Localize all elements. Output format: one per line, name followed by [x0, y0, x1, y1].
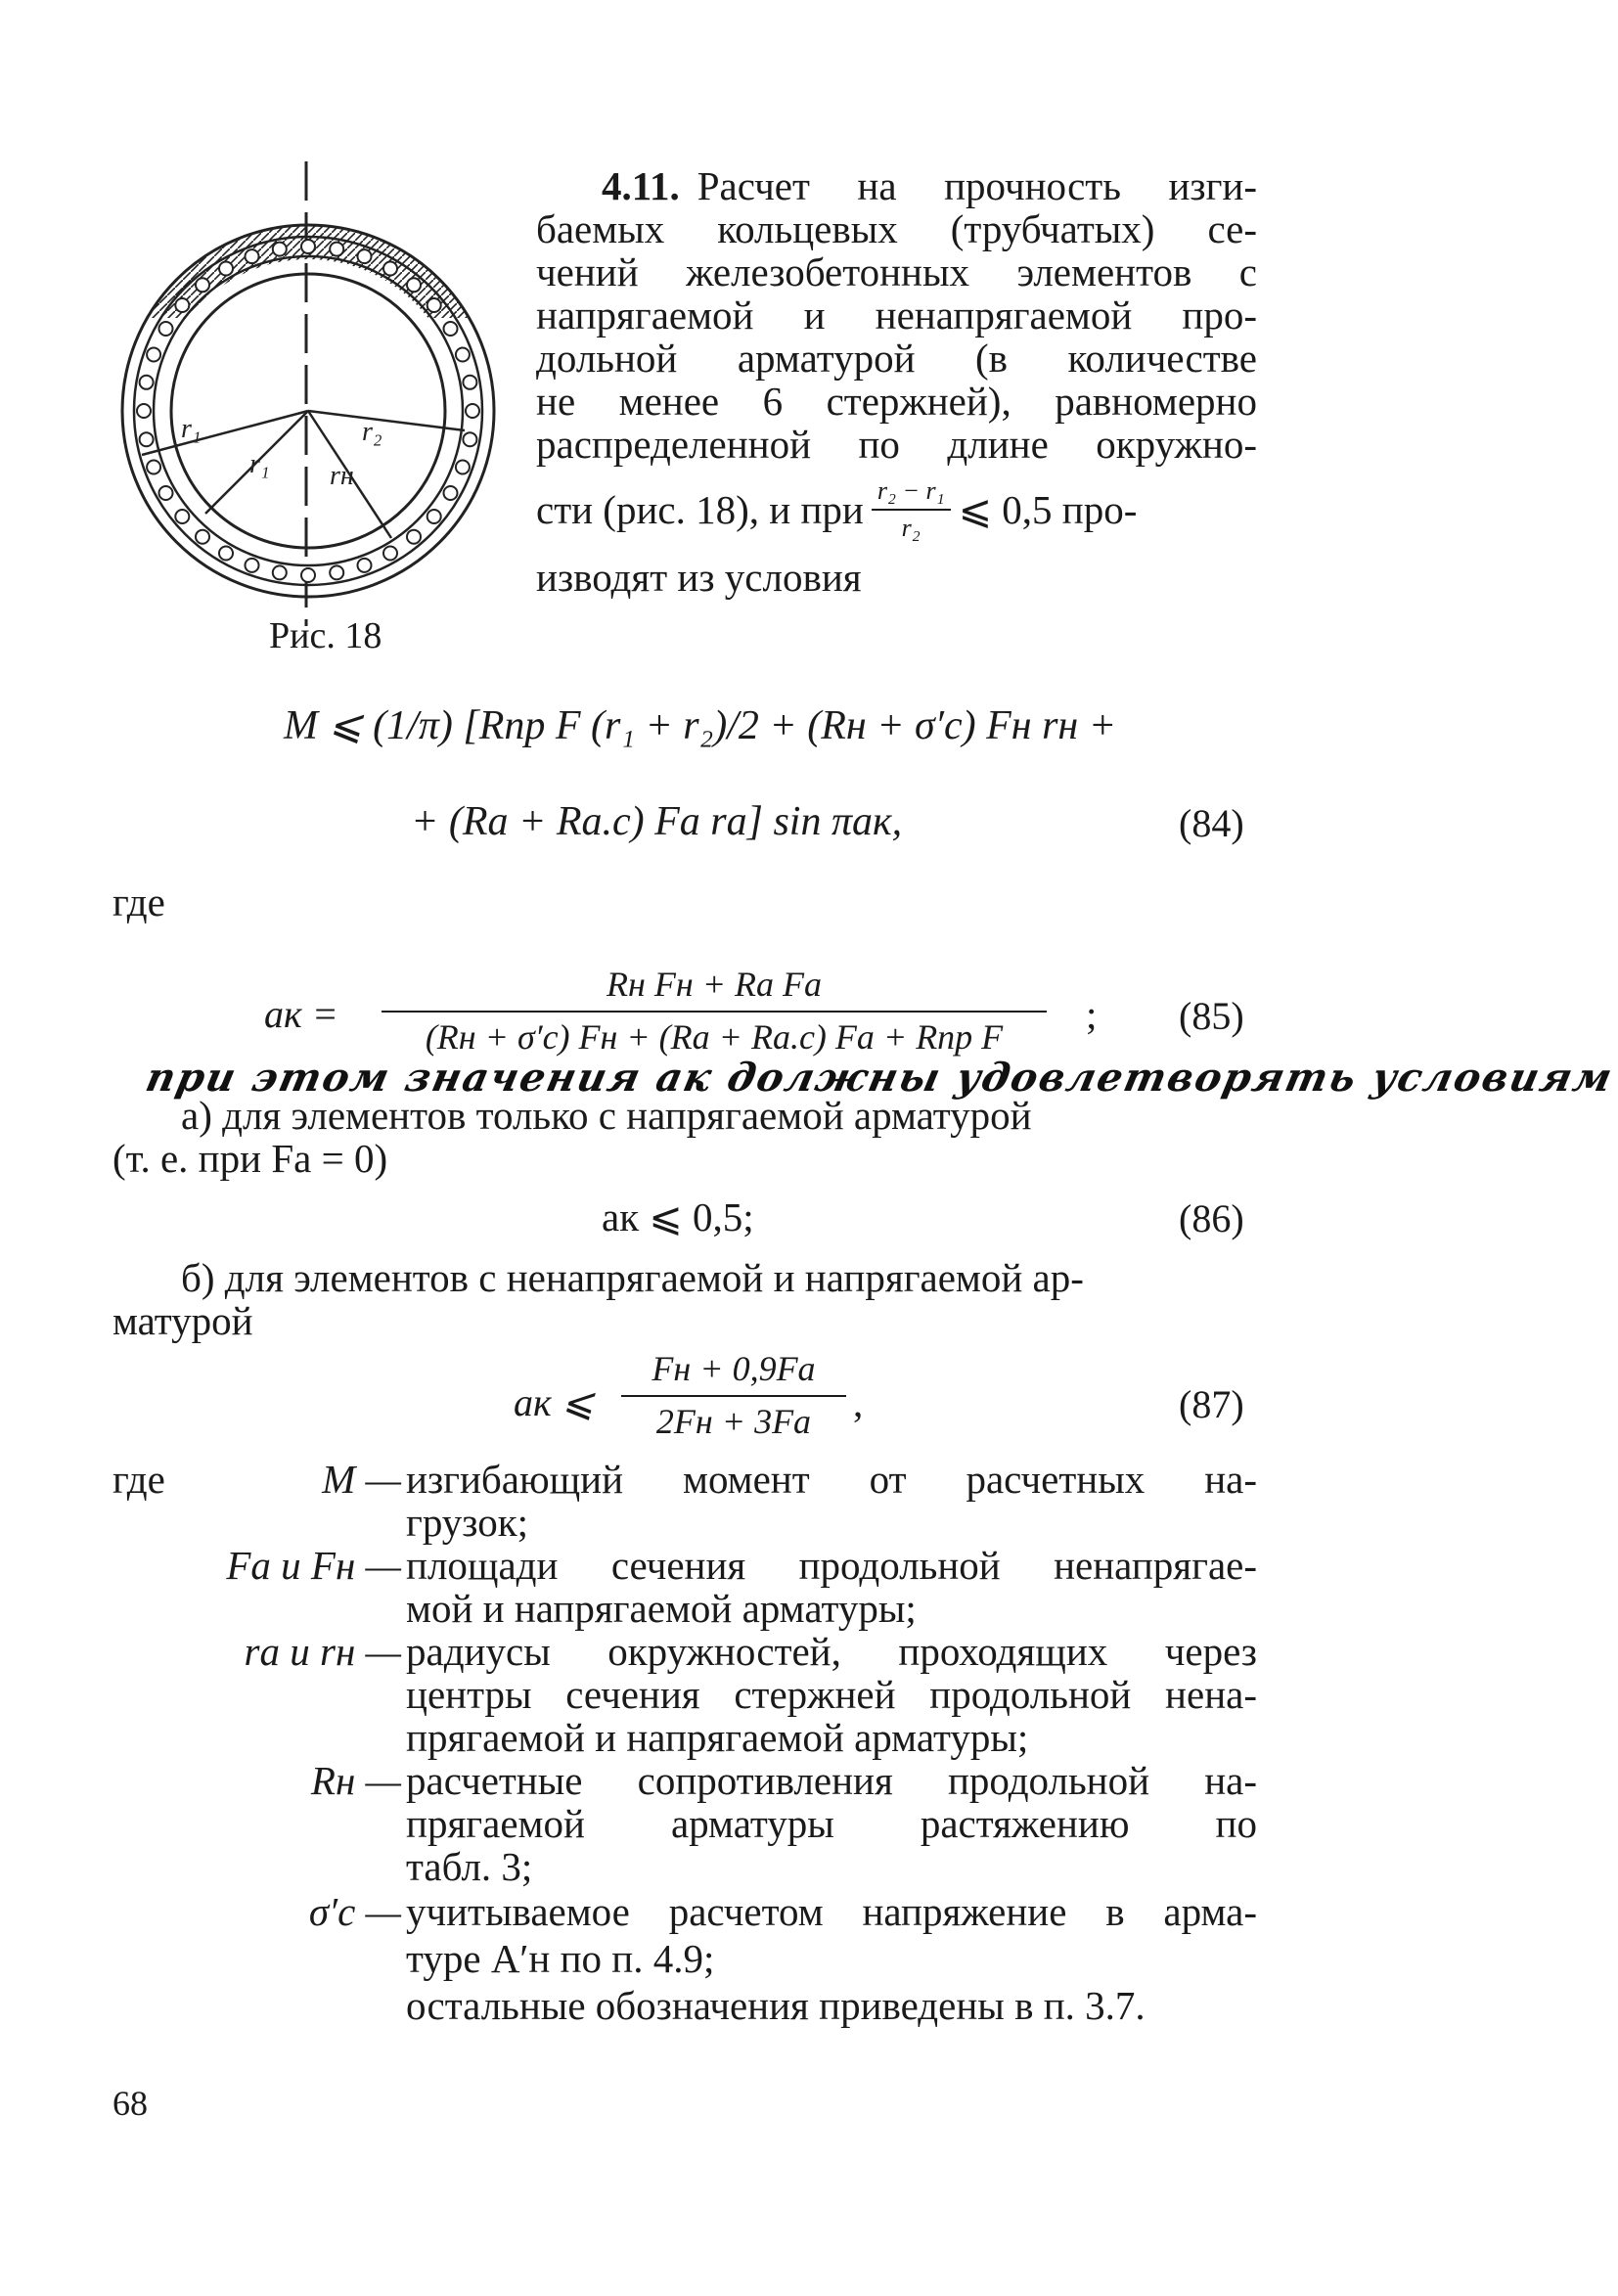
label-rn: rн	[330, 461, 354, 491]
legend-desc-Rn-3: табл. 3;	[406, 1844, 533, 1889]
rebar-circle	[219, 262, 233, 276]
case-b-line-1: б) для элементов с ненапрягаемой и напрягаемой ар-	[181, 1255, 1084, 1300]
section-number: 4.11.	[602, 163, 680, 208]
section-line-1: 4.11. Расчет на прочность изги-	[602, 163, 1257, 208]
rebar-circle	[466, 404, 479, 418]
legend-desc-Fa-1: площади сечения продольной ненапрягае-	[406, 1543, 1257, 1588]
rebar-circle	[147, 348, 160, 362]
legend-desc-sigma-2: туре A′н по п. 4.9;	[406, 1936, 715, 1981]
legend-symbol-sigma: σ′c —	[308, 1889, 401, 1934]
legend-desc-sigma-1: учитываемое расчетом напряжение в арма-	[406, 1889, 1257, 1934]
legend-symbol-Rn: Rн —	[310, 1758, 401, 1803]
rebar-circle	[463, 376, 476, 389]
rebar-circle	[383, 262, 397, 276]
eq87-fraction: Fн + 0,9Fa 2Fн + 3Fa	[621, 1348, 846, 1442]
rebar-circle	[147, 461, 160, 474]
eq84-line-1: M ⩽ (1/π) [Rпр F (r₁ + r₂)/2 + (Rн + σ′c) Fн rн +	[284, 703, 1117, 748]
legend-symbol-M: M —	[322, 1457, 401, 1502]
rebar-circle	[301, 240, 315, 253]
eq85-semicolon: ;	[1086, 992, 1098, 1037]
rebar-circle	[330, 565, 343, 579]
ratio-fraction: $\frac{\text{r₂ − r₁}}{\text{r₂}}$	[872, 477, 951, 542]
figure-18-ring-section	[112, 161, 504, 641]
rebar-circle	[137, 404, 151, 418]
eq87-comma: ,	[853, 1380, 864, 1425]
eq85-number: (85)	[1179, 994, 1244, 1038]
rebar-circle	[427, 510, 441, 523]
eq84-line-2: + (Ra + Ra.c) Fa ra] sin πaк,	[411, 799, 903, 844]
rebar-circle	[159, 486, 173, 500]
rebar-circle	[407, 278, 421, 292]
rebar-circle	[140, 376, 154, 389]
rebar-circle	[383, 547, 397, 561]
eq87-number: (87)	[1179, 1382, 1244, 1426]
eq85-fraction: Rн Fн + Ra Fa (Rн + σ′c) Fн + (Ra + Ra.c) Fa + Rпр F	[382, 964, 1047, 1058]
section-line-8: сти (рис. 18), и при $\frac{\text{r₂ − r₁}}{\text{r₂}}$ ⩽ 0,5 про-	[536, 476, 1138, 542]
rebar-circle	[246, 559, 259, 572]
rebar-circle	[196, 530, 209, 544]
rebar-circle	[456, 348, 470, 362]
closing-note: остальные обозначения приведены в п. 3.7.	[406, 1983, 1146, 2028]
rebar-circle	[358, 559, 372, 572]
rebar-circle	[159, 322, 173, 336]
page-number: 68	[112, 2084, 148, 2123]
legend-desc-Rn-1: расчетные сопротивления продольной на-	[406, 1758, 1257, 1803]
rebar-circle	[175, 298, 189, 312]
handwritten-note: при этом значения aк должны удовлетворять условиям	[142, 1055, 1618, 1101]
eq87-lhs: aк ⩽	[514, 1380, 595, 1424]
rebar-circle	[358, 249, 372, 263]
rebar-circle	[273, 565, 287, 579]
rebar-circle	[175, 510, 189, 523]
case-a-line-2: (т. е. при Fa = 0)	[112, 1136, 388, 1181]
label-r2: r₂	[362, 417, 382, 447]
legend-desc-Rn-2: прягаемой арматуры растяжению по	[406, 1801, 1257, 1846]
section-line-5: дольной арматурой (в количестве	[536, 336, 1257, 381]
section-line-6: не менее 6 стержней), равномерно	[536, 379, 1257, 424]
legend-symbol-ra-rn: ra и rн —	[244, 1629, 401, 1674]
rebar-circle	[407, 530, 421, 544]
rebar-circle	[456, 461, 470, 474]
case-a-line-1: а) для элементов только с напрягаемой арматурой	[181, 1093, 1032, 1138]
legend-desc-ra-2: центры сечения стержней продольной нена-	[406, 1672, 1257, 1717]
eq84-number: (84)	[1179, 801, 1244, 845]
section-line-4: напрягаемой и ненапрягаемой про-	[536, 293, 1257, 338]
eq86-number: (86)	[1179, 1196, 1244, 1240]
rebar-circle	[273, 243, 287, 256]
rebar-circle	[463, 432, 476, 446]
case-b-line-2: матурой	[112, 1298, 253, 1343]
rebar-circle	[444, 486, 458, 500]
legend-desc-Fa-2: мой и напрягаемой арматуры;	[406, 1586, 917, 1631]
rebar-circle	[427, 298, 441, 312]
rebar-circle	[219, 547, 233, 561]
rebar-circle	[301, 568, 315, 582]
legend-symbol-Fa-Fn: Fa и Fн —	[226, 1543, 401, 1588]
section-line-2: баемых кольцевых (трубчатых) се-	[536, 206, 1257, 251]
legend-desc-M-1: изгибающий момент от расчетных на-	[406, 1457, 1257, 1502]
where-label-2: где	[112, 1457, 165, 1502]
rebar-circle	[330, 243, 343, 256]
eq85-lhs: aк =	[264, 992, 338, 1036]
section-line-3: чений железобетонных элементов с	[536, 249, 1257, 294]
rebar-circle	[246, 249, 259, 263]
section-line-7: распределенной по длине окружно-	[536, 422, 1257, 467]
label-r1b: r₁	[249, 449, 270, 479]
rebar-circle	[140, 432, 154, 446]
section-line-9: изводят из условия	[536, 555, 862, 600]
label-r1: r₁	[181, 414, 202, 444]
legend-desc-ra-1: радиусы окружностей, проходящих через	[406, 1629, 1257, 1674]
where-label-1: где	[112, 879, 165, 924]
eq86: aк ⩽ 0,5;	[602, 1194, 754, 1239]
rebar-circle	[196, 278, 209, 292]
rebar-circle	[444, 322, 458, 336]
figure-caption: Рис. 18	[269, 615, 382, 656]
legend-desc-M-2: грузок;	[406, 1500, 529, 1545]
legend-desc-ra-3: прягаемой и напрягаемой арматуры;	[406, 1715, 1029, 1760]
